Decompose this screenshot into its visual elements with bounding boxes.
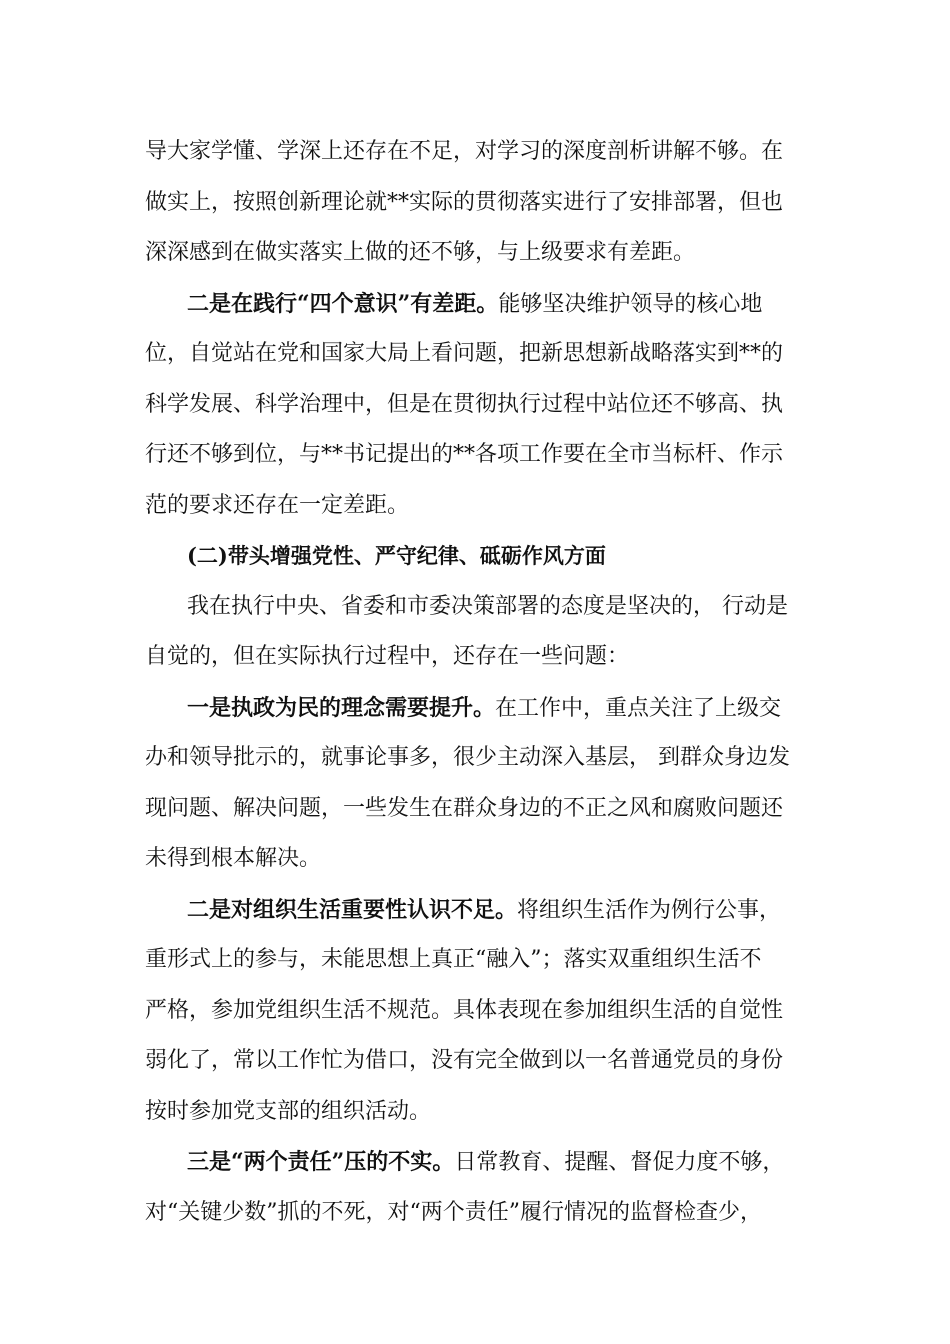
body-line	[145, 481, 810, 532]
body-line	[145, 986, 810, 1037]
body-line	[145, 1188, 810, 1239]
document-body	[145, 127, 810, 1238]
section-heading-text: (二)带头增强党性、严守纪律、砥砺作风方面	[187, 543, 606, 568]
line-text: 我在执行中央、省委和市委决策部署的态度是坚决的， 行动是	[187, 593, 788, 619]
line-text: 位，自觉站在党和国家大局上看问题，把新思想新战略落实到**的	[145, 341, 784, 366]
point-heading: 三是“两个责任”压的不实。	[187, 1149, 455, 1175]
body-line	[145, 834, 810, 885]
line-text: 能够坚决维护领导的核心地	[498, 291, 763, 317]
line-text: 自觉的，但在实际执行过程中，还存在一些问题：	[145, 644, 630, 669]
paragraph-first-line	[145, 683, 810, 734]
paragraph-first-line	[145, 1137, 810, 1188]
line-text: 对“关键少数”抓的不死，对“两个责任”履行情况的监督检查少，	[145, 1199, 762, 1225]
line-text: 弱化了，常以工作忙为借口，没有完全做到以一名普通党员的身份	[145, 1048, 784, 1073]
point-heading: 二是在践行“四个意识”有差距。	[187, 290, 499, 317]
line-text: 行还不够到位，与**书记提出的**各项工作要在全市当标杆、作示	[145, 442, 784, 467]
body-line	[145, 380, 810, 431]
body-line	[145, 1036, 810, 1087]
line-text: 严格，参加党组织生活不规范。具体表现在参加组织生活的自觉性	[145, 997, 784, 1023]
point-heading: 一是执政为民的理念需要提升。	[187, 694, 496, 721]
body-line	[145, 178, 810, 229]
line-text: 做实上，按照创新理论就**实际的贯彻落实进行了安排部署，但也	[145, 189, 784, 215]
line-text: 未得到根本解决。	[145, 846, 322, 871]
body-line	[145, 329, 810, 380]
paragraph-first-line	[145, 885, 810, 936]
line-text: 深深感到在做实落实上做的还不够，与上级要求有差距。	[145, 240, 696, 265]
line-text: 范的要求还存在一定差距。	[145, 492, 410, 518]
section-heading	[145, 531, 810, 582]
line-text: 重形式上的参与，未能思想上真正“融入”；落实双重组织生活不	[145, 947, 762, 972]
line-text: 办和领导批示的，就事论事多，很少主动深入基层， 到群众身边发	[145, 745, 790, 770]
paragraph-first-line	[145, 582, 810, 633]
body-line	[145, 784, 810, 835]
point-heading: 二是对组织生活重要性认识不足。	[187, 896, 518, 923]
body-line	[145, 127, 810, 178]
body-line	[145, 228, 810, 279]
body-line	[145, 1087, 810, 1138]
body-line	[145, 632, 810, 683]
body-line	[145, 733, 810, 784]
line-text: 科学发展、科学治理中，但是在贯彻执行过程中站位还不够高、执	[145, 391, 784, 417]
paragraph-first-line	[145, 279, 810, 330]
body-line	[145, 935, 810, 986]
line-text: 将组织生活作为例行公事，	[517, 897, 782, 923]
body-line	[145, 430, 810, 481]
line-text: 在工作中，重点关注了上级交	[495, 695, 782, 721]
line-text: 导大家学懂、学深上还存在不足，对学习的深度剖析讲解不够。在	[145, 139, 784, 164]
line-text: 现问题、解决问题，一些发生在群众身边的不正之风和腐败问题还	[145, 795, 784, 821]
line-text: 按时参加党支部的组织活动。	[145, 1098, 432, 1124]
line-text: 日常教育、提醒、督促力度不够，	[454, 1150, 785, 1175]
